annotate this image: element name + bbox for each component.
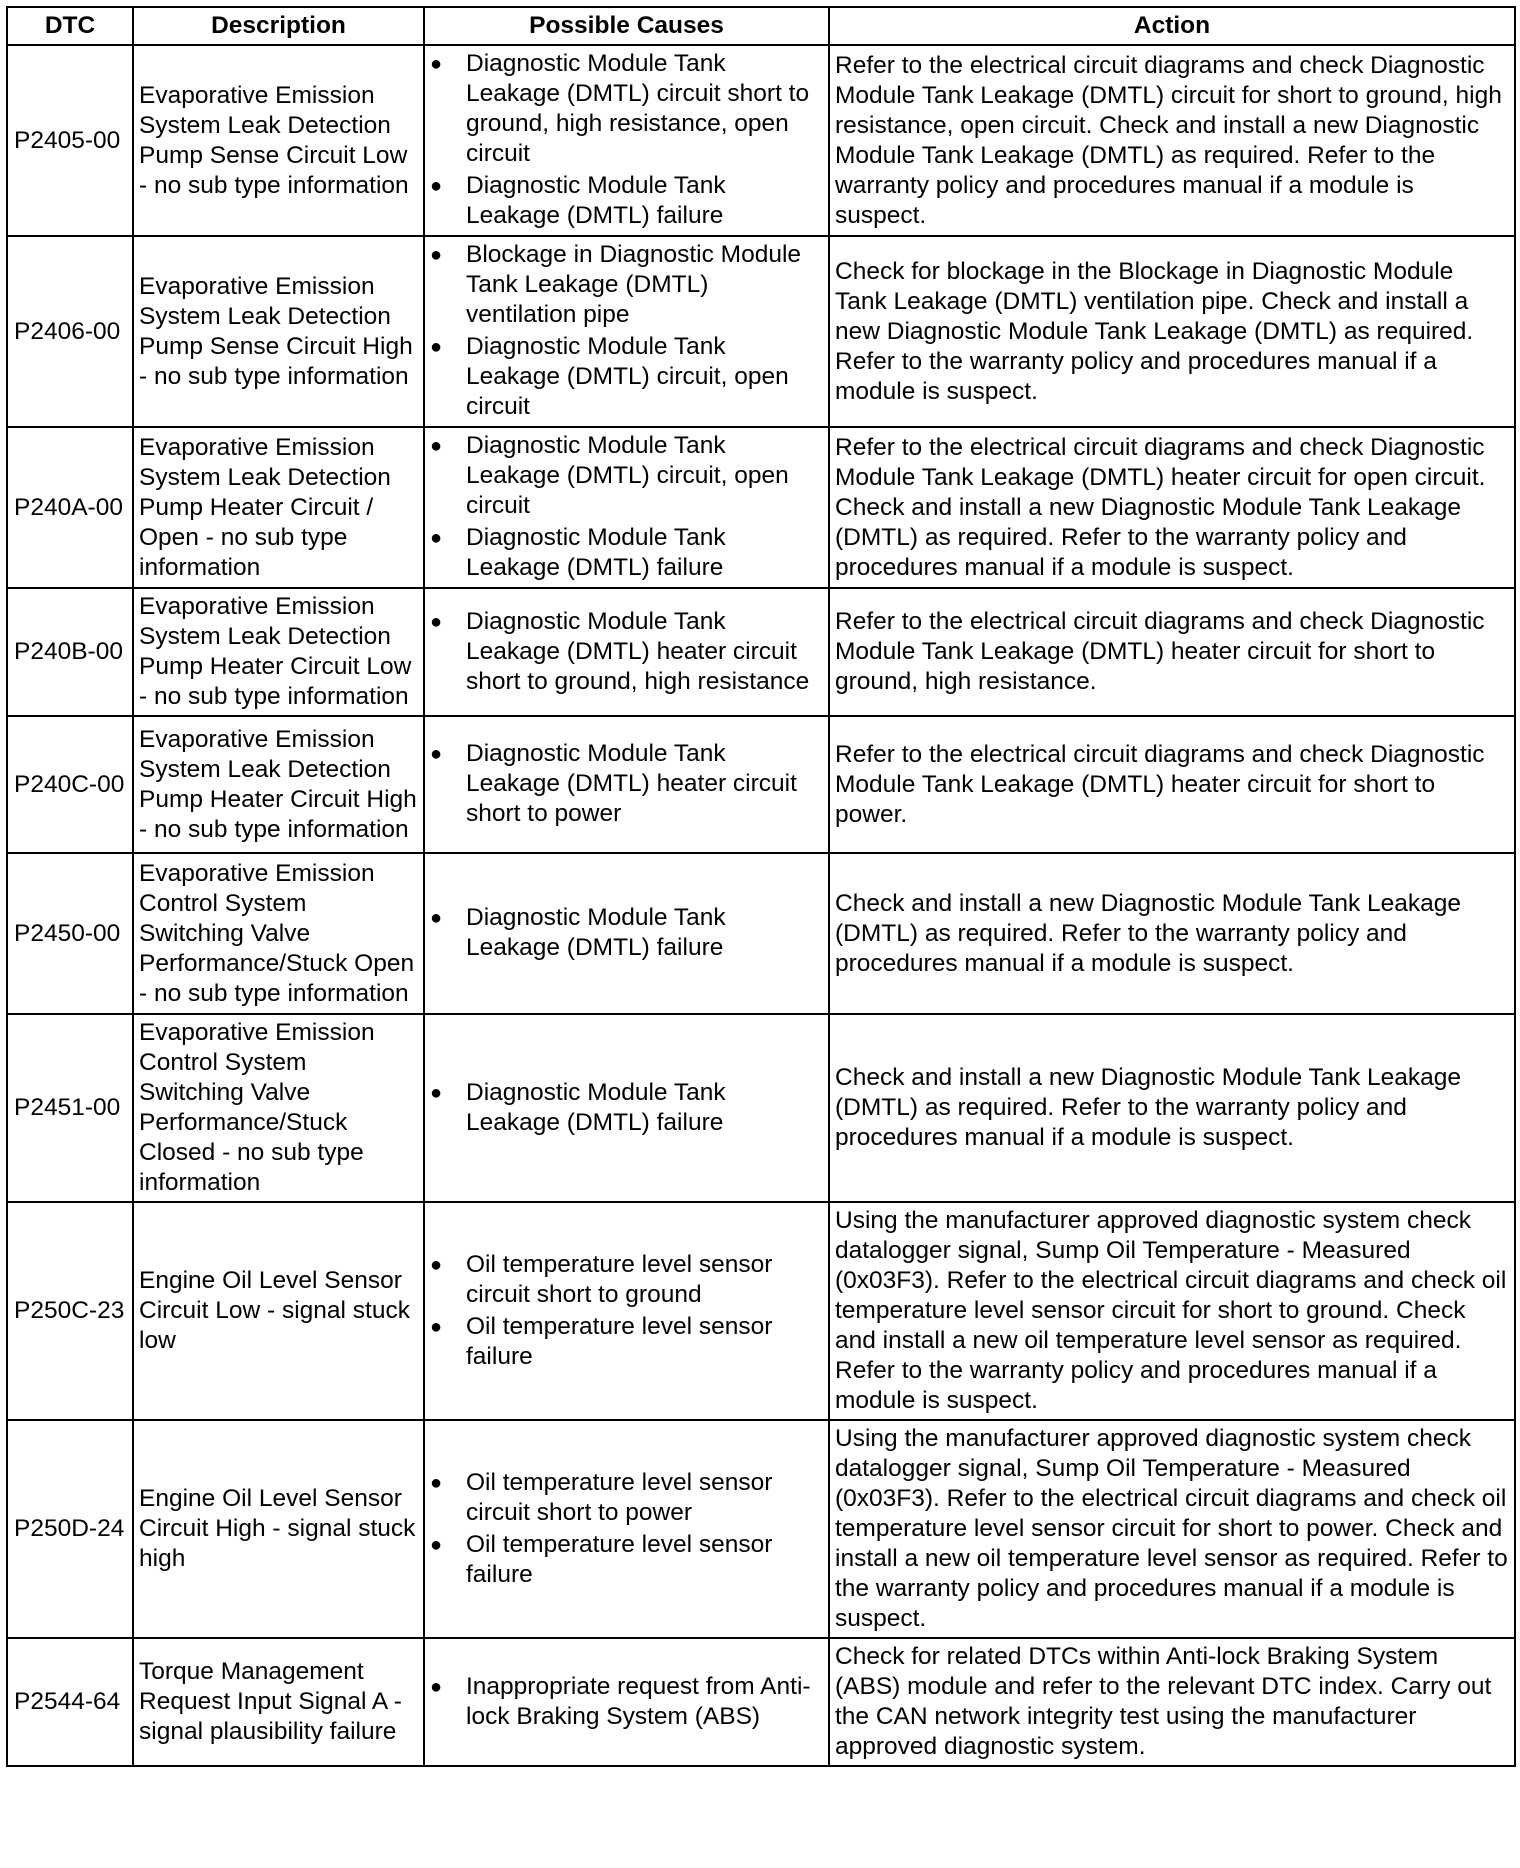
dtc-code: P240B-00: [7, 588, 133, 716]
table-row: [7, 236, 1515, 427]
dtc-code: P2451-00: [7, 1014, 133, 1202]
table-row: [7, 427, 1515, 588]
action-text: Check and install a new Diagnostic Module Tank Leakage (DMTL) as required. Refer to the warranty policy and procedures manual if a module is suspect.: [829, 1014, 1515, 1202]
dtc-description: Torque Management Request Input Signal A - signal plausibility failure: [133, 1638, 424, 1766]
cause-item: ● Inappropriate request from Anti-lock Braking System (ABS): [458, 1672, 823, 1733]
possible-causes: [424, 236, 829, 427]
cause-item: ● Diagnostic Module Tank Leakage (DMTL) failure: [458, 171, 823, 232]
possible-causes: [424, 1420, 829, 1638]
table-body: [7, 45, 1515, 1766]
cause-item: ● Oil temperature level sensor failure: [458, 1530, 823, 1591]
action-text: Refer to the electrical circuit diagrams and check Diagnostic Module Tank Leakage (DMTL) heater circuit for short to ground, high resistance.: [829, 588, 1515, 716]
cause-item: ● Diagnostic Module Tank Leakage (DMTL) circuit, open circuit: [458, 332, 823, 423]
action-text: Check for blockage in the Blockage in Diagnostic Module Tank Leakage (DMTL) ventilation pipe. Check and install a new Diagnostic Module Tank Leakage (DMTL) as required. Refer to the warranty policy and procedures manual if a module is suspect.: [829, 236, 1515, 427]
dtc-code: P2406-00: [7, 236, 133, 427]
dtc-description: Evaporative Emission System Leak Detection Pump Heater Circuit High - no sub type information: [133, 716, 424, 853]
causes-list: [430, 1078, 823, 1139]
dtc-code: P2544-64: [7, 1638, 133, 1766]
action-text: Using the manufacturer approved diagnostic system check datalogger signal, Sump Oil Temperature - Measured (0x03F3). Refer to the electrical circuit diagrams and check oil temperature level sensor circuit for short to power. Check and install a new oil temperature level sensor as required. Refer to the warranty policy and procedures manual if a module is suspect.: [829, 1420, 1515, 1638]
possible-causes: [424, 588, 829, 716]
header-action: Action: [829, 7, 1515, 45]
dtc-description: Engine Oil Level Sensor Circuit High - signal stuck high: [133, 1420, 424, 1638]
action-text: Refer to the electrical circuit diagrams and check Diagnostic Module Tank Leakage (DMTL) circuit for short to ground, high resistance, open circuit. Check and install a new Diagnostic Module Tank Leakage (DMTL) as required. Refer to the warranty policy and procedures manual if a module is suspect.: [829, 45, 1515, 236]
table-row: [7, 716, 1515, 853]
header-causes: Possible Causes: [424, 7, 829, 45]
cause-item: ● Diagnostic Module Tank Leakage (DMTL) heater circuit short to power: [458, 739, 823, 830]
action-text: Check and install a new Diagnostic Module Tank Leakage (DMTL) as required. Refer to the warranty policy and procedures manual if a module is suspect.: [829, 853, 1515, 1014]
dtc-code: P250C-23: [7, 1202, 133, 1420]
possible-causes: [424, 1638, 829, 1766]
cause-item: ● Diagnostic Module Tank Leakage (DMTL) failure: [458, 523, 823, 584]
causes-list: [430, 49, 823, 232]
causes-list: [430, 1468, 823, 1591]
action-text: Check for related DTCs within Anti-lock Braking System (ABS) module and refer to the relevant DTC index. Carry out the CAN network integrity test using the manufacturer approved diagnostic system.: [829, 1638, 1515, 1766]
dtc-description: Evaporative Emission System Leak Detection Pump Heater Circuit / Open - no sub type information: [133, 427, 424, 588]
table-row: [7, 1202, 1515, 1420]
cause-item: ● Diagnostic Module Tank Leakage (DMTL) circuit short to ground, high resistance, open circuit: [458, 49, 823, 170]
dtc-code: P2450-00: [7, 853, 133, 1014]
action-text: Refer to the electrical circuit diagrams and check Diagnostic Module Tank Leakage (DMTL) heater circuit for open circuit. Check and install a new Diagnostic Module Tank Leakage (DMTL) as required. Refer to the warranty policy and procedures manual if a module is suspect.: [829, 427, 1515, 588]
possible-causes: [424, 427, 829, 588]
cause-item: ● Blockage in Diagnostic Module Tank Leakage (DMTL) ventilation pipe: [458, 240, 823, 331]
header-dtc: DTC: [7, 7, 133, 45]
table-row: [7, 45, 1515, 236]
dtc-description: Evaporative Emission Control System Switching Valve Performance/Stuck Open - no sub type information: [133, 853, 424, 1014]
table-row: [7, 588, 1515, 716]
possible-causes: [424, 853, 829, 1014]
dtc-code: P240A-00: [7, 427, 133, 588]
causes-list: [430, 607, 823, 698]
possible-causes: [424, 1014, 829, 1202]
cause-item: ● Oil temperature level sensor circuit short to power: [458, 1468, 823, 1529]
causes-list: [430, 1250, 823, 1373]
dtc-code: P2405-00: [7, 45, 133, 236]
cause-item: ● Diagnostic Module Tank Leakage (DMTL) failure: [458, 1078, 823, 1139]
dtc-description: Evaporative Emission System Leak Detection Pump Sense Circuit High - no sub type information: [133, 236, 424, 427]
causes-list: [430, 1672, 823, 1733]
causes-list: [430, 431, 823, 584]
causes-list: [430, 739, 823, 830]
cause-item: ● Oil temperature level sensor circuit short to ground: [458, 1250, 823, 1311]
possible-causes: [424, 1202, 829, 1420]
dtc-description: Evaporative Emission System Leak Detection Pump Heater Circuit Low - no sub type information: [133, 588, 424, 716]
possible-causes: [424, 45, 829, 236]
action-text: Using the manufacturer approved diagnostic system check datalogger signal, Sump Oil Temperature - Measured (0x03F3). Refer to the electrical circuit diagrams and check oil temperature level sensor circuit for short to ground. Check and install a new oil temperature level sensor as required. Refer to the warranty policy and procedures manual if a module is suspect.: [829, 1202, 1515, 1420]
dtc-code: P240C-00: [7, 716, 133, 853]
causes-list: [430, 903, 823, 964]
dtc-description: Evaporative Emission System Leak Detection Pump Sense Circuit Low - no sub type information: [133, 45, 424, 236]
header-row: [7, 7, 1515, 45]
possible-causes: [424, 716, 829, 853]
table-row: [7, 853, 1515, 1014]
table-header: [7, 7, 1515, 45]
table-row: [7, 1014, 1515, 1202]
table-row: [7, 1420, 1515, 1638]
dtc-description: Evaporative Emission Control System Switching Valve Performance/Stuck Closed - no sub type information: [133, 1014, 424, 1202]
header-description: Description: [133, 7, 424, 45]
dtc-code: P250D-24: [7, 1420, 133, 1638]
cause-item: ● Diagnostic Module Tank Leakage (DMTL) heater circuit short to ground, high resistance: [458, 607, 823, 698]
cause-item: ● Diagnostic Module Tank Leakage (DMTL) failure: [458, 903, 823, 964]
table-row: [7, 1638, 1515, 1766]
action-text: Refer to the electrical circuit diagrams and check Diagnostic Module Tank Leakage (DMTL) heater circuit for short to power.: [829, 716, 1515, 853]
cause-item: ● Diagnostic Module Tank Leakage (DMTL) circuit, open circuit: [458, 431, 823, 522]
dtc-table: [6, 6, 1516, 1767]
dtc-description: Engine Oil Level Sensor Circuit Low - signal stuck low: [133, 1202, 424, 1420]
cause-item: ● Oil temperature level sensor failure: [458, 1312, 823, 1373]
causes-list: [430, 240, 823, 423]
